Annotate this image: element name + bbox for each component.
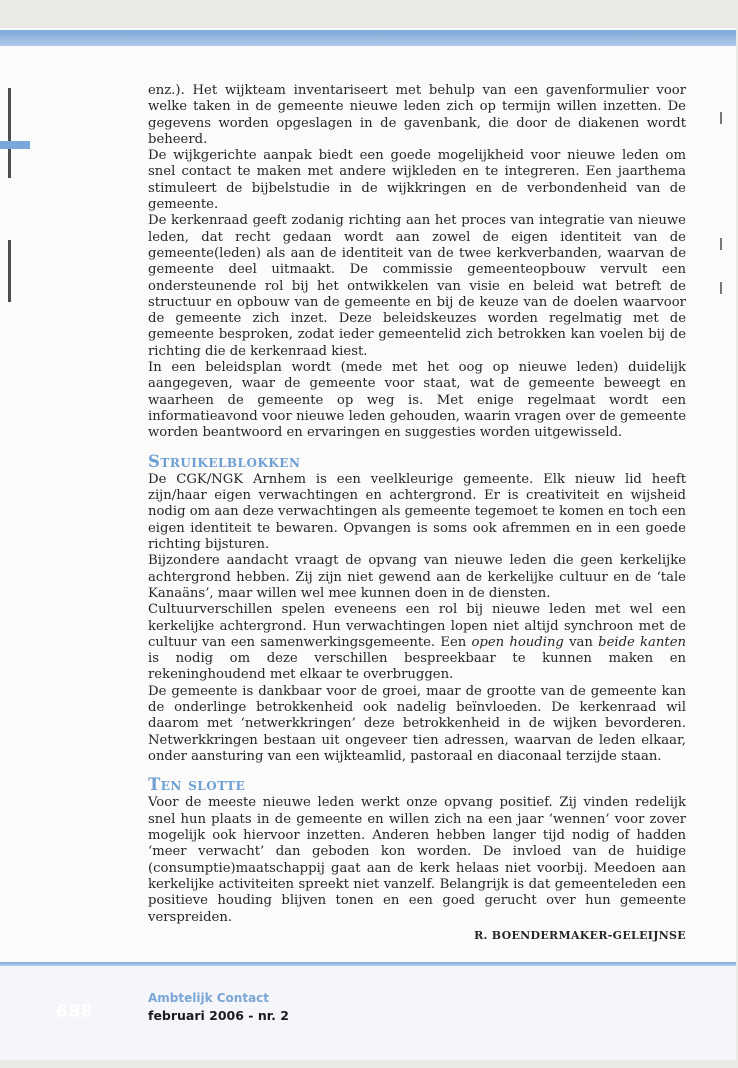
paragraph: In een beleidsplan wordt (mede met het oog op nieuwe leden) duidelijk aangegeven, waar de gemeente voor staat, wat de gemeente beweegt en waarheen de gemeente op weg is. Met enige regelmaat wordt een informatieavond voor nieuwe leden gehouden, waarin vragen over de gemeente worden beantwoord en ervaringen en suggesties worden uitgewisseld. [148, 360, 686, 441]
margin-rule [8, 240, 11, 302]
emphasis: open houding [471, 634, 564, 650]
section-heading-ten-slotte: Ten slotte [148, 775, 246, 795]
paragraph: De kerkenraad geeft zodanig richting aan het proces van integratie van nieuwe leden, dat recht gedaan wordt aan zowel de eigen identiteit van de gemeente(leden) als aan de identiteit van de twee kerkverbanden, waarvan de gemeente deel uitmaakt. De commissie gemeenteopbouw vervult een ondersteunende rol bij het ontwikkelen van visie en beleid wat betreft de structuur en opbouw van de gemeente en bij de keuze van de doelen waarvoor de gemeente zich inzet. Deze beleidskeuzes worden regelmatig met de gemeente besproken, zodat ieder gemeentelid zich betrokken kan voelen bij de richting die de kerkenraad kiest. [148, 213, 686, 359]
author-signature: R. BOENDERMAKER-GELEIJNSE [474, 928, 686, 942]
paragraph: De wijkgerichte aanpak biedt een goede mogelijkheid voor nieuwe leden om snel contact te maken met andere wijkleden en te integreren. Een jaarthema stimuleert de bijbelstudie in de wijkkringen en de verbondenheid van de gemeente. [148, 148, 686, 213]
gutter-mark [720, 112, 722, 124]
paragraph: Bijzondere aandacht vraagt de opvang van nieuwe leden die geen kerkelijke achtergrond hebben. Zij zijn niet gewend aan de kerkelijke cultuur en de ‘tale Kanaäns’, maar willen wel mee kunnen doen in de diensten. [148, 553, 686, 601]
article-body [148, 83, 686, 944]
text-run: van [563, 634, 599, 650]
gutter-mark [720, 238, 722, 250]
text-run: is nodig om deze verschillen bespreekbaar te kunnen maken en rekeninghoudend met elkaar te overbruggen. [148, 651, 686, 683]
page-number: 688 [56, 1002, 93, 1022]
issue-info: februari 2006 - nr. 2 [148, 1008, 289, 1023]
paragraph: enz.). Het wijkteam inventariseert met behulp van een gavenformulier voor welke taken in de gemeente nieuwe leden zich op termijn willen inzetten. De gegevens worden opgeslagen in de gavenbank, die door de diakenen wordt beheerd. [148, 83, 686, 147]
margin-rule [8, 88, 11, 178]
text-run: Cultuurverschillen spelen eveneens een rol bij nieuwe leden met wel een kerkelijke achtergrond. Hun verwachtingen lopen niet altijd synchroon met de cultuur van een samenwerkingsgemeente. Een [148, 602, 686, 650]
paragraph: De CGK/NGK Arnhem is een veelkleurige gemeente. Elk nieuw lid heeft zijn/haar eigen verwachtingen en achtergrond. Er is creativiteit en wijsheid nodig om aan deze verwachtingen als gemeente tegemoet te komen en toch een eigen identiteit te bewaren. Opvangen is soms ook afremmen en in een goede richting bijsturen. [148, 471, 686, 553]
section-heading-struikelblokken: Struikelblokken [148, 451, 301, 471]
paragraph: De gemeente is dankbaar voor de groei, maar de grootte van de gemeente kan de onderlinge betrokkenheid ook nadelig beïnvloeden. De kerkenraad wil daarom met ‘netwerkkringen’ deze betrokkenheid in de wijken bevorderen. Netwerkkringen bestaan uit ongeveer tien adressen, waarvan de leden elkaar, onder aansturing van een wijkteamlid, pastoraal en diaconaal terzijde staan. [148, 683, 686, 764]
paragraph: Voor de meeste nieuwe leden werkt onze opvang positief. Zij vinden redelijk snel hun plaats in de gemeente en willen zich na een jaar ‘wennen’ voor zover mogelijk ook hiervoor inzetten. Anderen hebben langer tijd nodig of hadden ‘meer verwacht’ dan geboden kon worden. De invloed van de huidige (consumptie)maatschappij gaat aan de kerk helaas niet voorbij. Meedoen aan kerkelijke activiteiten spreekt niet vanzelf. Belangrijk is dat gemeenteleden een positieve houding blijven tonen en een goed gerucht over hun gemeente verspreiden. [148, 795, 686, 925]
top-color-bar [0, 30, 736, 46]
emphasis: beide kanten [598, 634, 686, 650]
margin-tab-marker [0, 141, 30, 149]
gutter-mark [720, 282, 722, 294]
publication-title: Ambtelijk Contact [148, 991, 270, 1005]
paragraph-with-emphasis [148, 602, 686, 683]
footer-band [0, 966, 736, 1060]
